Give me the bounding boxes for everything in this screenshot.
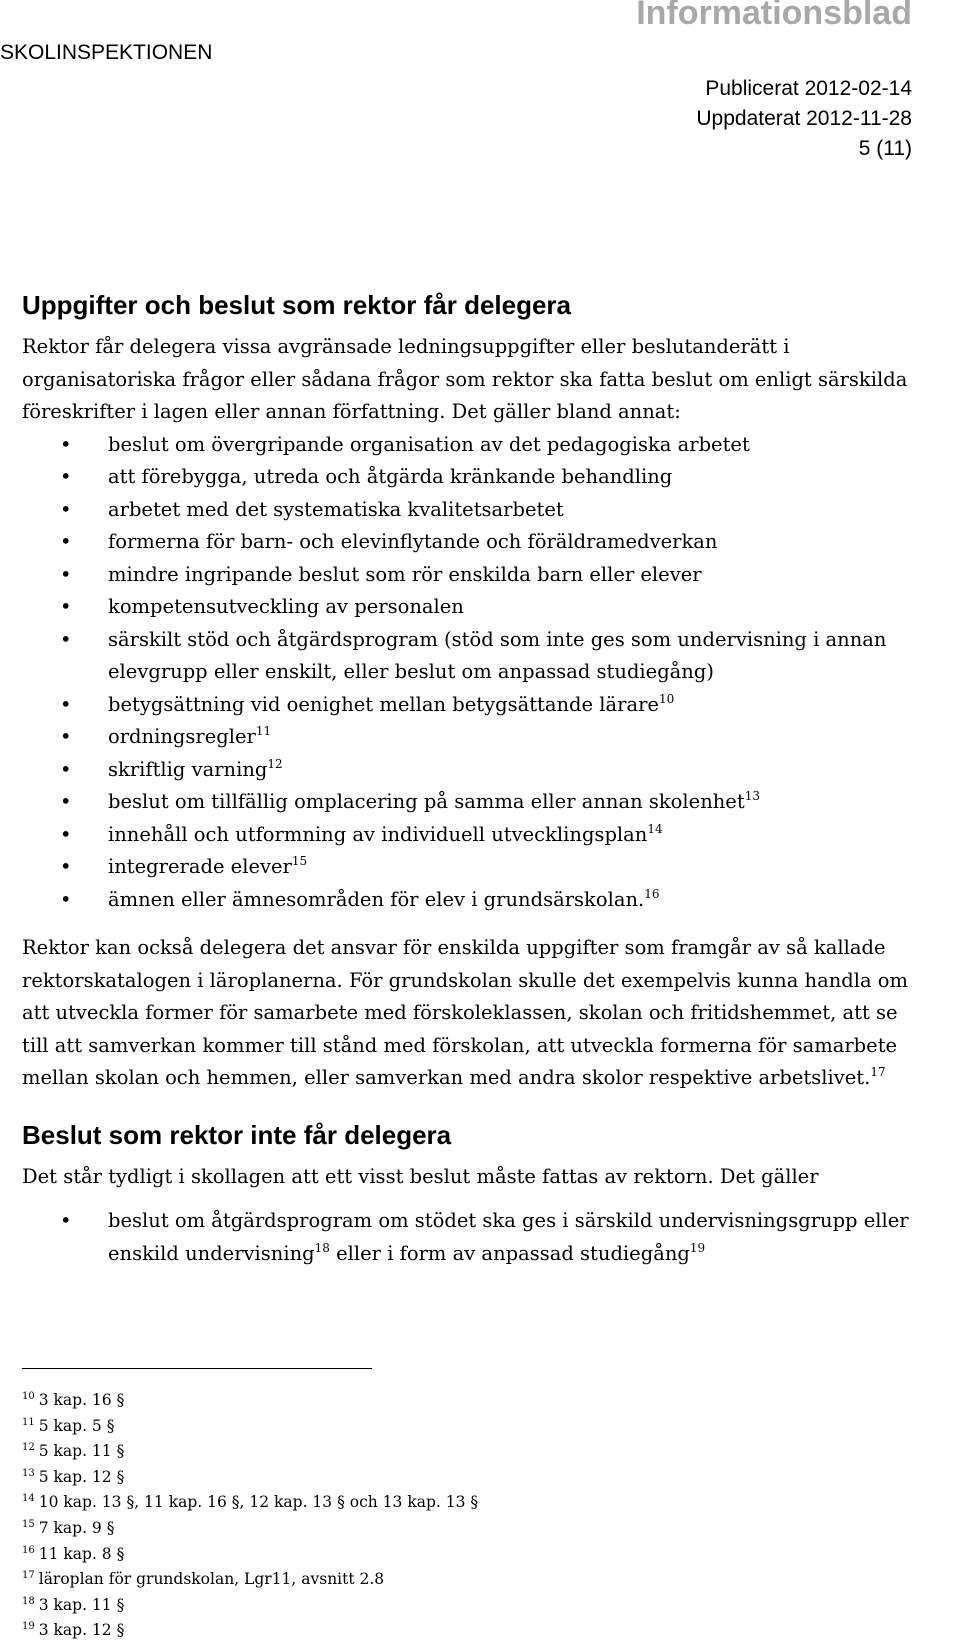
list-item [22,461,917,494]
non-delegable-list [22,1205,917,1270]
footnote-ref: 18 [314,1240,330,1255]
footnote [22,1465,478,1491]
footnote-ref: 14 [647,821,663,836]
delegable-list [22,429,917,917]
footnote-ref: 13 [744,789,760,803]
footnote-number: 12 [22,1442,35,1454]
footnote-text: 5 kap. 11 § [38,1442,125,1461]
bullet-icon: • [60,595,72,618]
list-item [22,786,917,819]
list-item [22,429,917,462]
footnote [22,1388,478,1414]
footnotes [22,1388,478,1644]
footnote-ref: 17 [870,1065,886,1079]
footnote-ref: 15 [291,854,308,868]
footnote [22,1490,478,1516]
bullet-icon: • [60,692,72,716]
list-item [22,526,917,559]
page-number: 5 (11) [858,137,912,160]
doc-type: Informationsblad [636,0,912,32]
footnote-number: 13 [22,1467,35,1479]
footnote [22,1542,478,1568]
list-item-text: beslut om tillfällig omplacering på samma eller annan skolenhet [108,790,745,813]
footnote-number: 14 [22,1493,35,1505]
list-item-text: formerna för barn- och elevinflytande och föräldramedverkan [108,530,718,553]
footnote [22,1516,478,1542]
footnote [22,1593,478,1619]
footnote [22,1439,478,1465]
footnote-ref: 16 [644,886,660,901]
list-item [22,884,917,917]
footnote-number: 16 [22,1544,35,1556]
doc-meta [696,74,912,164]
bullet-icon: • [60,432,72,456]
footnote [22,1618,478,1644]
list-item [22,591,917,624]
bullet-icon: • [60,465,72,488]
main-content [22,287,917,1270]
list-item-text: skriftlig varning [108,757,268,781]
footnote-text: 11 kap. 8 § [38,1544,125,1563]
published-date: Publicerat 2012-02-14 [705,77,912,100]
footnote-text: 3 kap. 12 § [38,1621,125,1640]
updated-date: Uppdaterat 2012-11-28 [696,107,912,130]
footnote [22,1567,478,1593]
footnote-separator [22,1368,372,1369]
list-item-text: mindre ingripande beslut som rör enskilda barn eller elever [108,562,702,586]
list-item-text: eller i form av anpassad studiegång [329,1241,690,1265]
footnote-text: läroplan för grundskolan, Lgr11, avsnitt 2.8 [38,1570,385,1589]
bullet-icon: • [60,1209,72,1232]
section-intro: Rektor får delegera vissa avgränsade ledningsuppgifter eller beslutanderätt i organisatoriska frågor eller sådana frågor som rektor ska fatta beslut om enligt särskilda föreskrifter i lagen eller annan författning. Det gäller bland annat: [22,335,908,423]
closing-text: Rektor kan också delegera det ansvar för enskilda uppgifter som framgår av så kallade rektorskatalogen i läroplanerna. För grundskolan skulle det exempelvis kunna handla om att utveckla former för samarbete med förskoleklassen, skolan och fritidshemmet, att se till att samverkan kommer till stånd med förskolan, att utveckla formerna för samarbete mellan skolan och hemmen, eller samverkan med andra skolor respektive arbetslivet. [22,936,909,1089]
list-item-text: ämnen eller ämnesområden för elev i grundsärskolan. [108,887,645,911]
footnote-text: 10 kap. 13 §, 11 kap. 16 §, 12 kap. 13 § och 13 kap. 13 § [38,1493,479,1512]
list-item-text: beslut om övergripande organisation av det pedagogiska arbetet [108,432,750,456]
footnote-ref: 10 [658,691,675,706]
list-item [22,689,917,722]
bullet-icon: • [60,887,72,911]
footnote-number: 15 [22,1518,35,1530]
footnote [22,1414,478,1440]
bullet-icon: • [60,822,72,846]
list-item-text: kompetensutveckling av personalen [108,595,464,618]
footnote-text: 5 kap. 12 § [38,1467,125,1486]
footnote-ref: 19 [689,1240,706,1255]
bullet-icon: • [60,497,72,521]
bullet-icon: • [60,725,72,748]
footnote-text: 3 kap. 16 § [38,1391,125,1409]
list-item-text: betygsättning vid oenighet mellan betygsättande lärare [108,692,659,716]
footnote-number: 11 [22,1416,35,1428]
list-item-text: att förebygga, utreda och åtgärda kränkande behandling [108,465,673,488]
footnote-text: 5 kap. 5 § [38,1416,115,1435]
list-item [22,1205,917,1270]
list-item [22,819,917,852]
list-item [22,754,917,787]
footnote-number: 10 [22,1391,35,1402]
bullet-icon: • [60,790,72,813]
list-item [22,851,917,884]
list-item-text: särskilt stöd och åtgärdsprogram (stöd som inte ges som undervisning i annan elevgrupp eller enskilt, eller beslut om anpassad studiegång) [108,627,887,683]
list-item-text: innehåll och utformning av individuell utvecklingsplan [108,822,648,846]
footnote-ref: 11 [255,724,272,738]
bullet-icon: • [60,757,72,781]
footnote-number: 19 [22,1621,35,1633]
list-item [22,494,917,527]
list-item-text: arbetet med det systematiska kvalitetsarbetet [108,497,564,521]
footnote-text: 7 kap. 9 § [38,1518,115,1537]
section-closing [22,932,917,1095]
list-item [22,721,917,754]
section-heading: Uppgifter och beslut som rektor får delegera [22,290,572,320]
footnote-text: 3 kap. 11 § [38,1595,125,1614]
list-item [22,624,917,689]
list-item-text: beslut om åtgärdsprogram om stödet ska ges i särskild undervisningsgrupp eller enskild undervisning [108,1209,909,1265]
list-item-text: integrerade elever [108,855,292,878]
bullet-icon: • [60,855,72,878]
section-intro: Det står tydligt i skollagen att ett visst beslut måste fattas av rektorn. Det gäller [22,1164,819,1188]
bullet-icon: • [60,530,72,553]
bullet-icon: • [60,562,72,586]
footnote-number: 18 [22,1595,35,1607]
bullet-icon: • [60,627,72,651]
org-name: SKOLINSPEKTIONEN [0,41,213,64]
section-heading: Beslut som rektor inte får delegera [22,1119,452,1150]
list-item-text: ordningsregler [108,725,256,748]
footnote-ref: 12 [267,756,283,771]
footnote-number: 17 [22,1570,35,1582]
list-item [22,559,917,592]
